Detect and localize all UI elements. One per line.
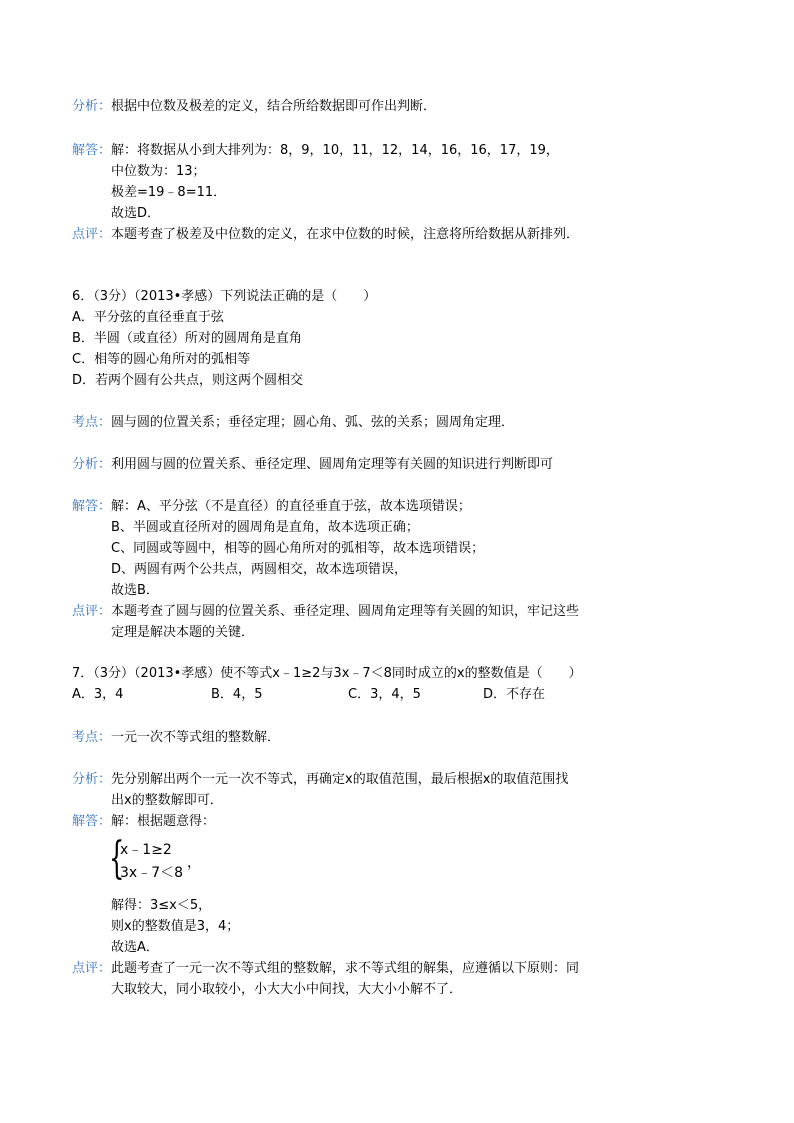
q7-option-c: C．3，4，5 (348, 687, 421, 702)
q6-point-text: 圆与圆的位置关系；垂径定理；圆心角、弧、弦的关系；圆周角定理． (111, 415, 515, 430)
analysis-label: 分析： (72, 457, 112, 472)
q5-answer (72, 141, 559, 161)
q5-comment-text: 本题考查了极差及中位数的定义，在求中位数的时候，注意将所给数据从新排列． (111, 227, 580, 242)
q5-answer-line-2: 中位数为：13； (111, 164, 206, 179)
q7-answer-intro: 解：根据题意得： (111, 814, 216, 829)
q5-answer-line-3: 极差=19﹣8=11． (111, 185, 227, 200)
q6-option-a: A．平分弦的直径垂直于弦 (72, 310, 224, 325)
comment-label: 点评： (72, 227, 112, 242)
q7-analysis-line-1: 先分别解出两个一元一次不等式，再确定x的取值范围，最后根据x的取值范围找 (111, 772, 569, 787)
comment-label: 点评： (72, 604, 112, 619)
q7-analysis (72, 770, 568, 790)
q5-comment (72, 225, 579, 245)
q6-option-b: B．半圆（或直径）所对的圆周角是直角 (72, 331, 302, 346)
system-brace: { (109, 833, 125, 884)
q7-option-d: D．不存在 (483, 687, 546, 702)
q5-analysis-text: 根据中位数及极差的定义，结合所给数据即可作出判断． (111, 99, 437, 114)
q7-answer-line-3: 故选A． (111, 940, 159, 955)
q6-comment-line-2: 定理是解决本题的关键． (111, 625, 255, 640)
q6-option-c: C．相等的圆心角所对的弧相等 (72, 352, 251, 367)
point-label: 考点： (72, 415, 112, 430)
q6-answer-line-3: C、同圆或等圆中，相等的圆心角所对的弧相等，故本选项错误； (111, 541, 485, 556)
answer-label: 解答： (72, 814, 112, 829)
q5-answer-line-1: 解：将数据从小到大排列为：8，9，10，11，12，14，16，16，17，19， (111, 143, 559, 158)
q7-answer (72, 812, 215, 832)
q7-point-text: 一元一次不等式组的整数解． (111, 730, 281, 745)
q6-answer-line-4: D、两圆有两个公共点，两圆相交，故本选项错误， (111, 562, 408, 577)
q6-option-d: D．若两个圆有公共点，则这两个圆相交 (72, 373, 304, 388)
system-comma: ， (187, 855, 201, 871)
q7-answer-line-1: 解得：3≤x＜5， (111, 898, 212, 913)
q6-analysis-text: 利用圆与圆的位置关系、垂径定理、圆周角定理等有关圆的知识进行判断即可 (111, 457, 554, 472)
q7-options (72, 685, 545, 705)
answer-label: 解答： (72, 499, 112, 514)
q7-comment-line-1: 此题考查了一元一次不等式组的整数解，求不等式组的解集，应遵循以下原则：同 (111, 961, 580, 976)
answer-label: 解答： (72, 143, 112, 158)
system-row-2: 3x﹣7＜8 (120, 865, 184, 881)
q7-option-b: B．4，5 (211, 687, 263, 702)
q5-answer-line-4: 故选D． (111, 206, 161, 221)
q6-point (72, 413, 514, 433)
q7-answer-line-2: 则x的整数值是3，4； (111, 919, 240, 934)
q7-option-a: A．3，4 (72, 687, 124, 702)
analysis-label: 分析： (72, 772, 112, 787)
q6-comment (72, 602, 579, 622)
q6-answer-line-5: 故选B． (111, 583, 159, 598)
inequality-system (109, 833, 229, 886)
analysis-label: 分析： (72, 99, 112, 114)
point-label: 考点： (72, 730, 112, 745)
system-row-1: x﹣1≥2 (120, 842, 172, 858)
q7-comment (72, 959, 579, 979)
q7-comment-line-2: 大取较大，同小取较小，小大大小中间找，大大小小解不了． (111, 982, 463, 997)
q5-analysis (72, 97, 436, 117)
q7-point (72, 728, 280, 748)
q6-answer-line-2: B、半圆或直径所对的圆周角是直角，故本选项正确； (111, 520, 419, 535)
q6-analysis (72, 455, 553, 475)
comment-label: 点评： (72, 961, 112, 976)
q6-answer (72, 497, 471, 517)
q6-answer-line-1: 解：A、平分弦（不是直径）的直径垂直于弦，故本选项错误； (111, 499, 471, 514)
q7-stem: 7．（3分）（2013•孝感）使不等式x﹣1≥2与3x﹣7＜8同时成立的x的整数值是（ ） (72, 666, 582, 681)
q6-comment-line-1: 本题考查了圆与圆的位置关系、垂径定理、圆周角定理等有关圆的知识，牢记这些 (111, 604, 580, 619)
q7-analysis-line-2: 出x的整数解即可． (111, 793, 223, 808)
q6-stem: 6．（3分）（2013•孝感）下列说法正确的是（ ） (72, 289, 377, 304)
